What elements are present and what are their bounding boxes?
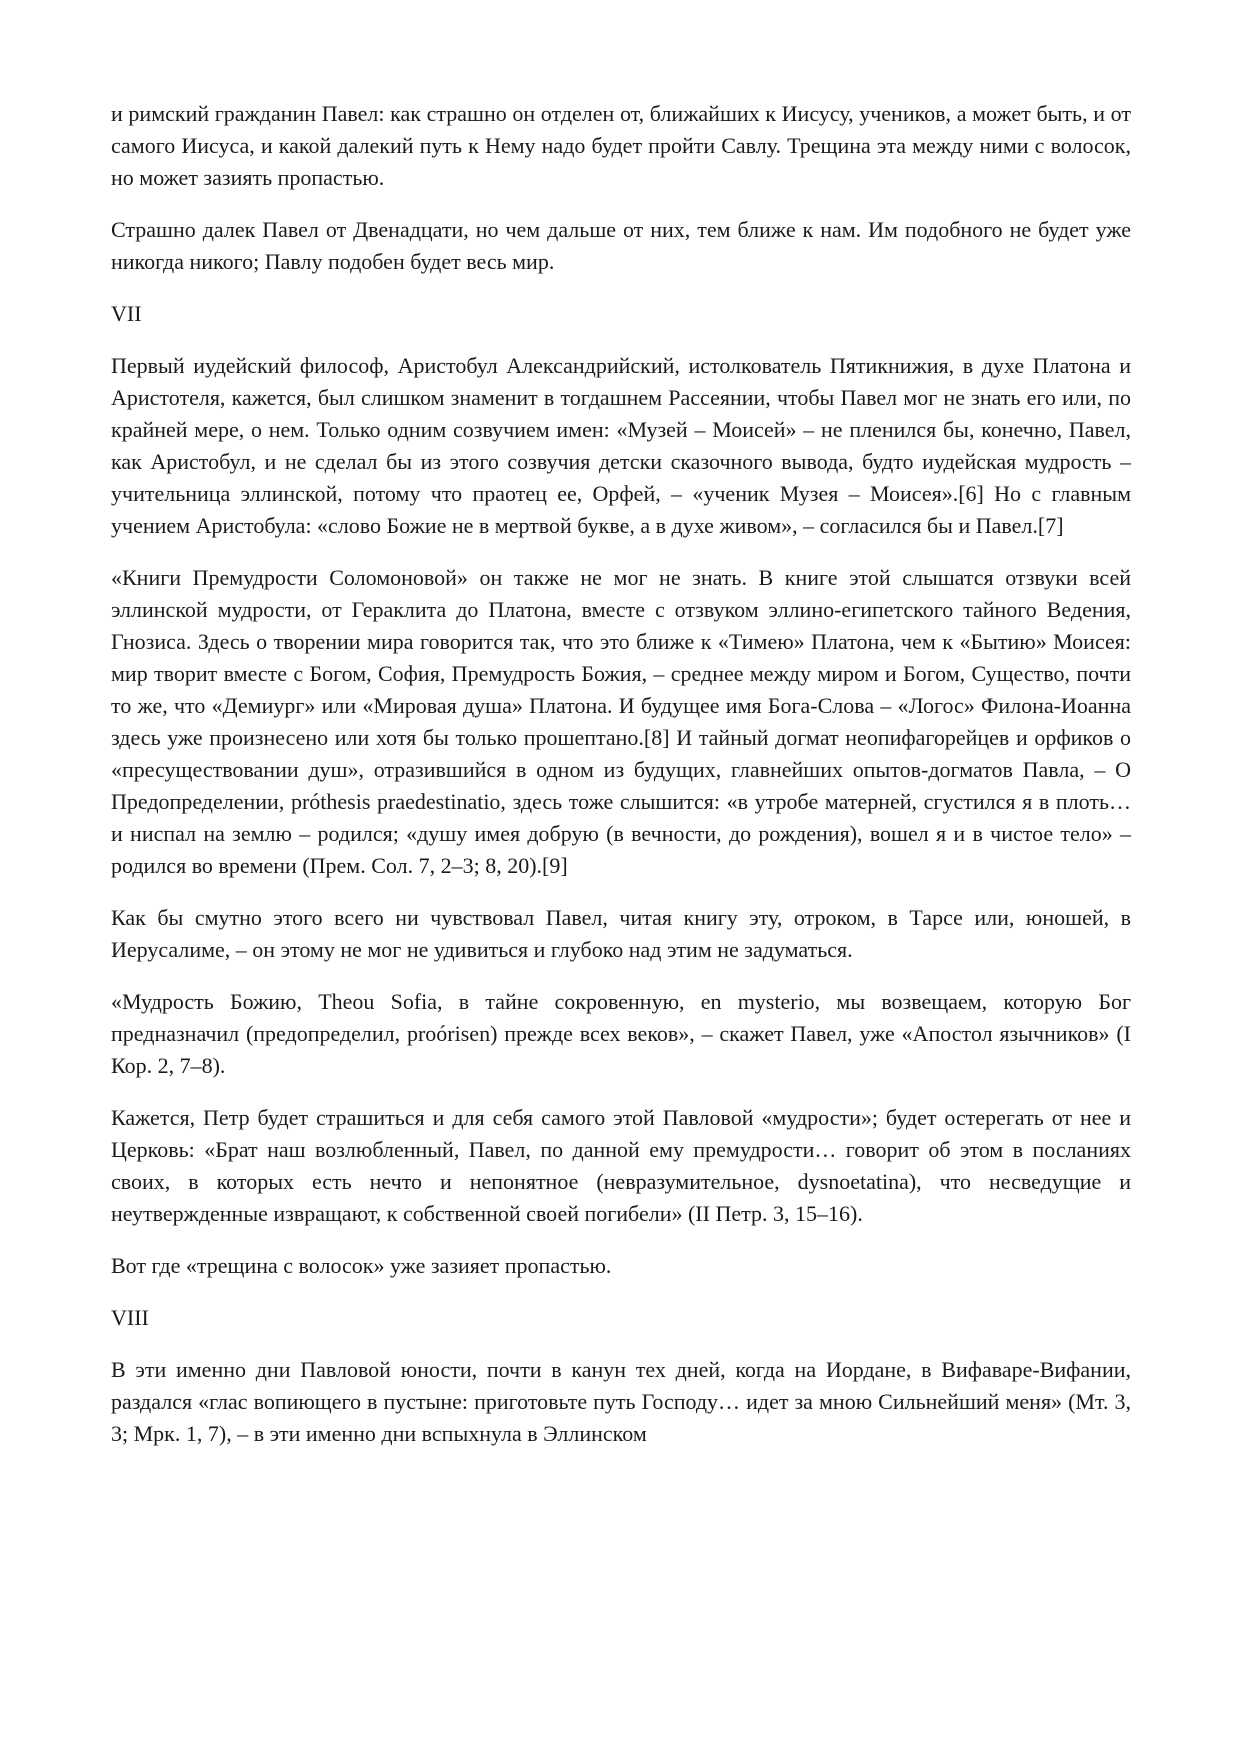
paragraph-5: Как бы смутно этого всего ни чувствовал Павел, читая книгу эту, отроком, в Тарсе или, юношей, в Иерусалиме, – он этому не мог не удивиться и глубоко над этим не задуматься. xyxy=(111,905,1131,962)
paragraph-8: Вот где «трещина с волосок» уже зазияет пропастью. xyxy=(111,1253,612,1278)
section-heading-viii: VIII xyxy=(111,1305,149,1330)
paragraph-4: «Книги Премудрости Соломоновой» он также не мог не знать. В книге этой слышатся отзвуки всей эллинской мудрости, от Гераклита до Платона, вместе с отзвуком эллино-египетского тайного Ведения, Гнозиса. Здесь о творении мира говорится так, что это ближе к «Тимею» Платона, чем к «Бытию» Моисея: мир творит вместе с Богом, София, Премудрость Божия, – среднее между миром и Богом, Существо, почти то же, что «Демиург» или «Мировая душа» Платона. И будущее имя Бога-Слова – «Логос» Филона-Иоанна здесь уже произнесено или хотя бы только прошептано.[8] И тайный догмат неопифагорейцев и орфиков о «пресуществовании душ», отразившийся в одном из будущих, главнейших опытов-догматов Павла, – О Предопределении, próthesis praedestinatio, здесь тоже слышится: «в утробе матерней, сгустился я в плоть… и ниспал на землю – родился; «душу имея добрую (в вечности, до рождения), вошел я и в чистое тело» – родился во времени (Прем. Сол. 7, 2–3; 8, 20).[9] xyxy=(111,565,1131,878)
document-page xyxy=(111,98,1131,1450)
section-heading-vii: VII xyxy=(111,301,142,326)
paragraph-6: «Мудрость Божию, Theou Sofia, в тайне сокровенную, en mysterio, мы возвещаем, которую Бог предназначил (предопределил, proórisen) прежде всех веков», – скажет Павел, уже «Апостол язычников» (I Кор. 2, 7–8). xyxy=(111,989,1131,1078)
paragraph-1: и римский гражданин Павел: как страшно он отделен от, ближайших к Иисусу, учеников, а может быть, и от самого Иисуса, и какой далекий путь к Нему надо будет пройти Савлу. Трещина эта между ними с волосок, но может зазиять пропастью. xyxy=(111,101,1131,190)
paragraph-3: Первый иудейский философ, Аристобул Александрийский, истолкователь Пятикнижия, в духе Платона и Аристотеля, кажется, был слишком знаменит в тогдашнем Рассеянии, чтобы Павел мог не знать его или, по крайней мере, о нем. Только одним созвучием имен: «Музей – Моисей» – не пленился бы, конечно, Павел, как Аристобул, и не сделал бы из этого созвучия детски сказочного вывода, будто иудейская мудрость – учительница эллинской, потому что праотец ее, Орфей, – «ученик Музея – Моисея».[6] Но с главным учением Аристобула: «слово Божие не в мертвой букве, а в духе живом», – согласился бы и Павел.[7] xyxy=(111,353,1131,538)
paragraph-9: В эти именно дни Павловой юности, почти в канун тех дней, когда на Иордане, в Вифаваре-Вифании, раздался «глас вопиющего в пустыне: приготовьте путь Господу… идет за мною Сильнейший меня» (Мт. 3, 3; Мрк. 1, 7), – в эти именно дни вспыхнула в Эллинском xyxy=(111,1357,1131,1446)
paragraph-2: Страшно далек Павел от Двенадцати, но чем дальше от них, тем ближе к нам. Им подобного не будет уже никогда никого; Павлу подобен будет весь мир. xyxy=(111,217,1131,274)
paragraph-7: Кажется, Петр будет страшиться и для себя самого этой Павловой «мудрости»; будет остерегать от нее и Церковь: «Брат наш возлюбленный, Павел, по данной ему премудрости… говорит об этом в посланиях своих, в которых есть нечто и непонятное (невразумительное, dysnoetatina), что несведущие и неутвержденные извращают, к собственной своей погибели» (II Петр. 3, 15–16). xyxy=(111,1105,1131,1226)
